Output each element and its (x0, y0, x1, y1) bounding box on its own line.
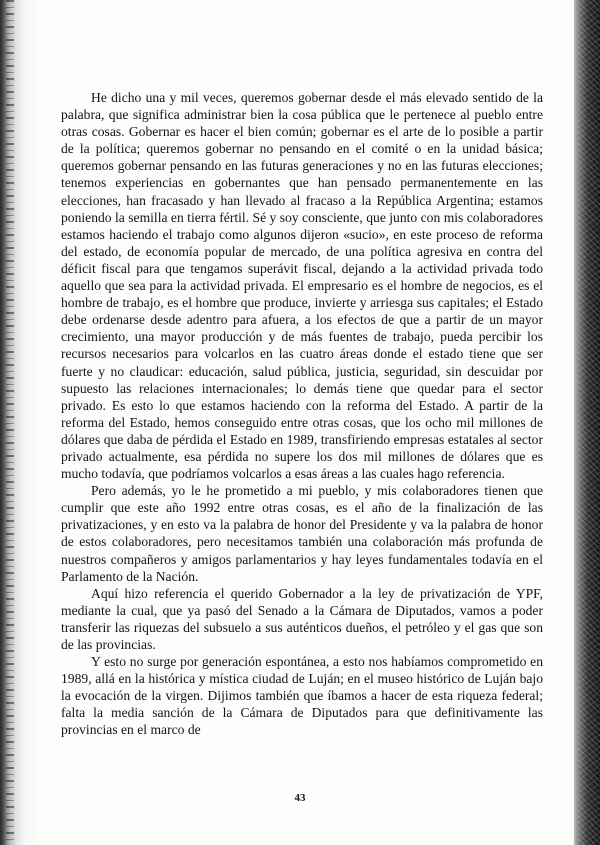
page-edge-speckle (578, 0, 600, 845)
paragraph-1: He dicho una y mil veces, queremos gobernar desde el más elevado sentido de la palabra, que significa administrar bien la cosa pública que le pertenece al pueblo entre otras cosas. Gobernar es hacer el bien común; gobernar es el arte de lo posible a partir de la política; queremos gobernar no pensando en el comité o en la unidad básica; queremos gobernar pensando en las futuras generaciones y no en las futuras elecciones; tenemos experiencias en gobernantes que han pensado permanentemente en las elecciones, han fracasado y han llevado al fracaso a la República Argentina; estamos poniendo la semilla en tierra fértil. Sé y soy consciente, que junto con mis colaboradores estamos haciendo el trabajo como algunos dijeron «sucio», en este proceso de reforma del estado, de economía popular de mercado, de una política agresiva en contra del déficit fiscal para que tengamos superávit fiscal, dejando a la actividad privada todo aquello que sea para la actividad privada. El empresario es el hombre de negocios, es el hombre de trabajo, es el hombre que produce, invierte y arriesga sus capitales; el Estado debe ordenarse desde adentro para afuera, a los efectos de que a partir de un mayor crecimiento, una mayor producción y de más fuentes de trabajo, pueda percibir los recursos necesarios para volcarlos en las cuatro áreas donde el estado tiene que ser fuerte y no claudicar: educación, salud pública, justicia, seguridad, sin descuidar por supuesto las relaciones internacionales; lo demás tiene que quedar para el sector privado. Es esto lo que estamos haciendo con la reforma del Estado. A partir de la reforma del Estado, hemos conseguido entre otras cosas, que los ocho mil millones de dólares que daba de pérdida el Estado en 1989, transfiriendo empresas estatales al sector privado actualmente, esa pérdida no supere los dos mil millones de dólares que es mucho todavía, que podríamos volcarlos a esas áreas a las cuales hago referencia. (61, 90, 543, 482)
page-number: 43 (294, 792, 306, 804)
binding-speckle (6, 0, 14, 845)
paragraph-2: Pero además, yo le he prometido a mi pueblo, y mis colaboradores tienen que cumplir que este año 1992 entre otras cosas, es el año de la finalización de las privatizaciones, y en esto va la palabra de honor del Presidente y va la palabra de honor de estos colaboradores, pero necesitamos también una colaboración más profunda de nuestros compañeros y amigos parlamentarios y hay leyes fundamentales todavía en el Parlamento de la Nación. (61, 483, 543, 584)
paragraph-4: Y esto no surge por generación espontánea, a esto nos habíamos comprometido en 1989, allá en la histórica y mística ciudad de Luján; en el museo histórico de Luján bajo la evocación de la virgen. Dijimos también que íbamos a hacer de esta riqueza federal; falta la media sanción de la Cámara de Diputados para que definitivamente las provincias en el marco de (61, 654, 543, 738)
paragraph-3: Aquí hizo referencia el querido Gobernador a la ley de privatización de YPF, mediante la cual, que ya pasó del Senado a la Cámara de Diputados, vamos a poder transferir las riquezas del subsuelo a sus auténticos dueños, el petróleo y el gas que son de las provincias. (61, 585, 543, 652)
body-text (61, 89, 543, 739)
